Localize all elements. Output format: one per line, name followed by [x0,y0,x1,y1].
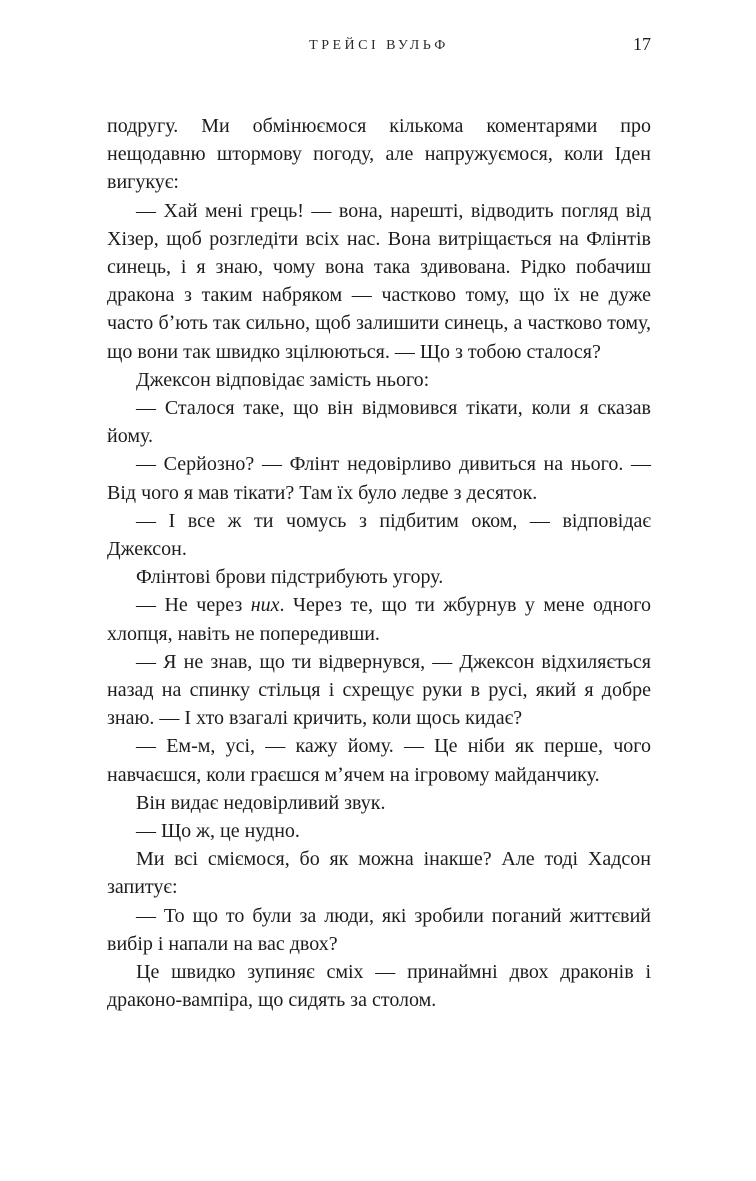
paragraph [107,591,651,647]
paragraph [107,366,651,394]
text-run: Він видає недовірливий звук. [136,791,386,814]
paragraph [107,732,651,788]
text-run: — Сталося таке, що він відмовився тікати, коли я сказав йому. [107,397,651,448]
text-run: — Не через [136,594,251,617]
text-run: Флінтові брови підстрибують угору. [136,566,444,589]
text-run: — І все ж ти чомусь з підбитим оком, — відповідає Джексон. [107,509,651,561]
text-run: Джексон відповідає замість нього: [136,368,430,391]
paragraph [107,902,651,958]
text-run: — Що ж, це нудно. [136,820,300,843]
paragraph [107,507,651,563]
text-run: — То що то були за люди, які зробили поганий життєвий вибір і напали на вас двох? [107,904,651,955]
paragraph [107,450,651,506]
running-title: ТРЕЙСІ ВУЛЬФ [309,38,449,53]
text-run: Ми всі сміємося, бо як можна інакше? Але тоді Хадсон запитує: [107,848,651,899]
page-header [107,34,651,60]
paragraph [107,563,651,591]
paragraph [107,845,651,901]
text-run: — Я не знав, що ти відвернувся, — Джексон відхиляється назад на спинку стільця і схрещує руки в русі, який я добре знаю. — І хто взагалі кричить, коли щось кидає? [107,650,651,730]
page-number: 17 [633,34,651,54]
italic-run: них [250,594,280,617]
paragraph [107,817,651,845]
text-run: — Хай мені грець! — вона, нарешті, відводить погляд від Хізер, щоб розгледіти всіх нас. Вона витріщається на Флінтів синець, і я знаю, чому вона така здивована. Рідко побачиш дракона з таким набряком — частково тому, що їх не дуже часто бʼють так сильно, щоб залишити синець, а частково тому, що вони так швидко зцілюються. — Що з тобою сталося? [107,199,651,363]
paragraph [107,648,651,733]
text-run: — Серйозно? — Флінт недовірливо дивиться на нього. — Від чого я мав тікати? Там їх було ледве з десяток. [107,453,651,504]
text-run: подругу. Ми обмінюємося кількома коментарями про нещодавню штормову погоду, але напружуємося, коли Іден вигукує: [107,115,651,194]
paragraph [107,112,651,197]
page-body [107,112,651,1015]
text-run: — Ем-м, усі, — кажу йому. — Це ніби як перше, чого навчаєшся, коли граєшся мʼячем на ігровому майданчику. [107,735,651,786]
paragraph [107,958,651,1014]
text-run: Це швидко зупиняє сміх — принаймні двох драконів і драконо-вампіра, що сидять за столом. [107,961,651,1012]
paragraph [107,394,651,450]
paragraph [107,789,651,817]
paragraph [107,197,651,366]
text-run: . Через те, що ти жбурнув у мене одного хлопця, навіть не попередивши. [107,594,652,645]
